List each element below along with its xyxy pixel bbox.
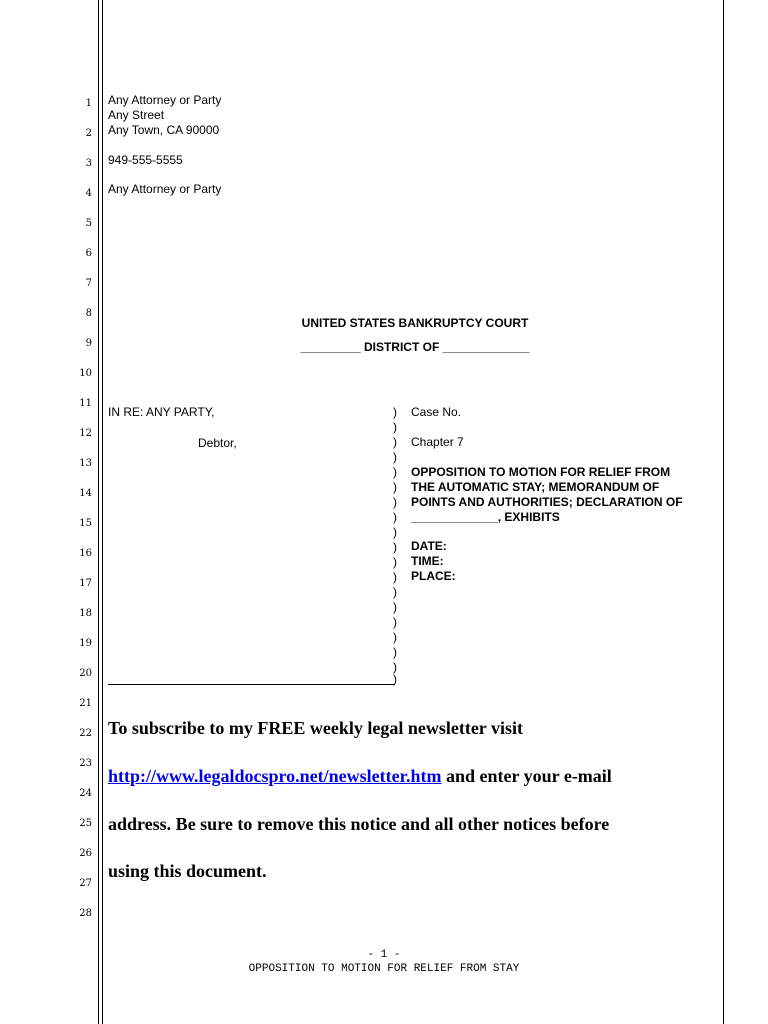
- attorney-for: Any Attorney or Party: [108, 182, 222, 196]
- paren: ): [393, 645, 397, 659]
- line-number: 2: [85, 128, 92, 139]
- hearing-time-label: TIME:: [411, 554, 444, 568]
- line-number: 1: [85, 98, 92, 109]
- case-number: Case No.: [411, 405, 462, 419]
- line-number: 12: [79, 428, 92, 439]
- paren: ): [393, 450, 397, 464]
- document-title-line: POINTS AND AUTHORITIES; DECLARATION OF: [411, 495, 683, 509]
- paren: ): [393, 600, 397, 614]
- paren: ): [393, 480, 397, 494]
- line-number: 6: [85, 248, 92, 259]
- paren: ): [393, 630, 397, 644]
- notice-line-2: [108, 766, 612, 786]
- paren: ): [393, 465, 397, 479]
- right-margin-line: [723, 0, 724, 1024]
- line-number: 17: [79, 578, 92, 589]
- paren: ): [393, 660, 397, 674]
- notice-line-1: To subscribe to my FREE weekly legal newsletter visit: [108, 718, 523, 738]
- notice-line-3: address. Be sure to remove this notice and all other notices before: [108, 814, 610, 834]
- line-number: 15: [79, 518, 92, 529]
- line-number: 11: [79, 398, 92, 409]
- line-number: 27: [79, 878, 92, 889]
- line-number: 19: [79, 638, 92, 649]
- attorney-phone: 949-555-5555: [108, 153, 183, 167]
- line-number: 7: [85, 278, 92, 289]
- line-number: 26: [79, 848, 92, 859]
- line-number: 9: [85, 338, 92, 349]
- line-number: 10: [79, 368, 92, 379]
- paren: ): [393, 495, 397, 509]
- paren: ): [393, 510, 397, 524]
- left-margin-line-inner: [102, 0, 103, 1024]
- case-chapter: Chapter 7: [411, 435, 464, 449]
- line-number: 8: [85, 308, 92, 319]
- paren: ): [393, 420, 397, 434]
- footer-title: OPPOSITION TO MOTION FOR RELIEF FROM STAY: [248, 963, 520, 975]
- line-number: 5: [85, 218, 92, 229]
- notice-line-2-rest: and enter your e-mail: [441, 766, 612, 786]
- document-title-line: _____________, EXHIBITS: [411, 510, 560, 524]
- attorney-name: Any Attorney or Party: [108, 93, 222, 107]
- attorney-city: Any Town, CA 90000: [108, 123, 220, 137]
- court-district: _________ DISTRICT OF _____________: [300, 340, 530, 354]
- caption-underline: [108, 684, 394, 685]
- in-re-party: IN RE: ANY PARTY,: [108, 405, 215, 419]
- hearing-date-label: DATE:: [411, 539, 447, 553]
- line-number: 13: [79, 458, 92, 469]
- line-number: 28: [79, 908, 92, 919]
- line-number: 4: [85, 188, 92, 199]
- attorney-street: Any Street: [108, 108, 165, 122]
- paren: ): [393, 570, 397, 584]
- line-number: 23: [79, 758, 92, 769]
- line-number: 21: [79, 698, 92, 709]
- court-name: UNITED STATES BANKRUPTCY COURT: [301, 316, 529, 330]
- document-title-line: THE AUTOMATIC STAY; MEMORANDUM OF: [411, 480, 660, 494]
- paren: ): [393, 405, 397, 419]
- line-number: 20: [79, 668, 92, 679]
- paren: ): [393, 435, 397, 449]
- paren: ): [393, 540, 397, 554]
- line-number: 16: [79, 548, 92, 559]
- paren: ): [393, 615, 397, 629]
- page-number: - 1 -: [367, 949, 401, 961]
- line-number: 25: [79, 818, 92, 829]
- paren: ): [393, 555, 397, 569]
- line-number: 24: [79, 788, 92, 799]
- paren: ): [393, 672, 397, 686]
- paren: ): [393, 525, 397, 539]
- line-number: 3: [85, 158, 92, 169]
- debtor-label: Debtor,: [198, 436, 237, 450]
- line-number: 22: [79, 728, 92, 739]
- left-margin-line-outer: [98, 0, 99, 1024]
- document-title-line: OPPOSITION TO MOTION FOR RELIEF FROM: [411, 465, 671, 479]
- hearing-place-label: PLACE:: [411, 569, 456, 583]
- paren: ): [393, 585, 397, 599]
- line-number: 14: [79, 488, 92, 499]
- line-number: 18: [79, 608, 92, 619]
- notice-line-4: using this document.: [108, 861, 267, 881]
- newsletter-link[interactable]: http://www.legaldocspro.net/newsletter.htm: [108, 766, 442, 786]
